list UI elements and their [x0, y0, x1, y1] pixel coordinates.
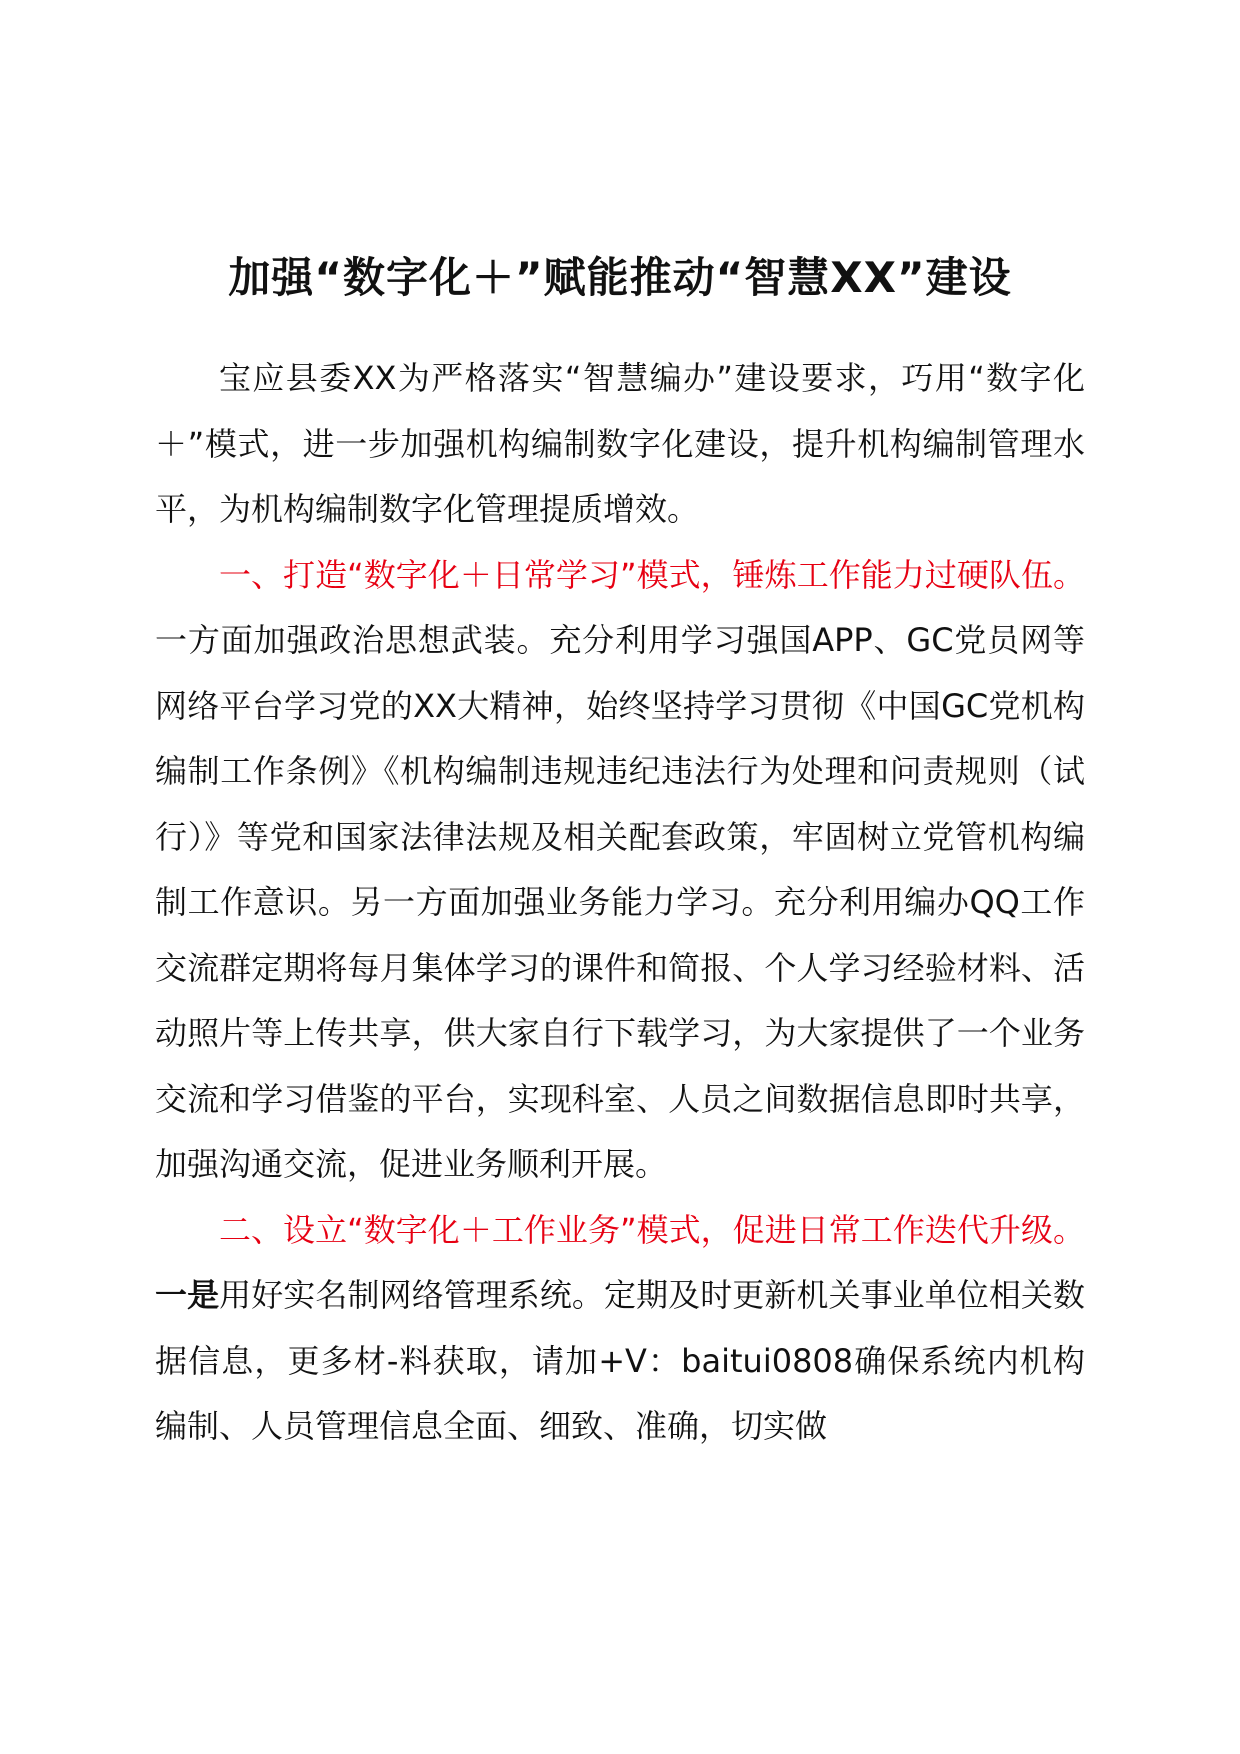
- section-2-lead: 一是: [155, 1276, 220, 1314]
- intro-paragraph: 宝应县委XX为严格落实“智慧编办”建设要求，巧用“数字化＋”模式，进一步加强机构编制数字化建设，提升机构编制管理水平，为机构编制数字化管理提质增效。: [155, 359, 1085, 528]
- section-1-heading: 一、打造“数字化＋日常学习”模式，锤炼工作能力过硬队伍。: [219, 555, 1085, 594]
- section-1-text: 一方面加强政治思想武装。充分利用学习强国APP、GC党员网等网络平台学习党的XX大精神，始终坚持学习贯彻《中国GC党机构编制工作条例》《机构编制违规违纪违法行为处理和问责规则（试行）》等党和国家法律法规及相关配套政策，牢固树立党管机构编制工作意识。另一方面加强业务能力学习。充分利用编办QQ工作交流群定期将每月集体学习的课件和简报、个人学习经验材料、活动照片等上传共享，供大家自行下载学习，为大家提供了一个业务交流和学习借鉴的平台，实现科室、人员之间数据信息即时共享，加强沟通交流，促进业务顺利开展。: [155, 621, 1085, 1183]
- section-2-paragraph: [155, 1198, 1085, 1460]
- section-2-heading: 二、设立“数字化＋工作业务”模式，促进日常工作迭代升级。: [219, 1210, 1085, 1249]
- document-title: 加强“数字化＋”赋能推动“智慧XX”建设: [228, 253, 1012, 302]
- section-2-text: 用好实名制网络管理系统。定期及时更新机关事业单位相关数据信息，更多材-料获取，请加+V：baitui0808确保系统内机构编制、人员管理信息全面、细致、准确，切实做: [155, 1276, 1085, 1445]
- section-1-paragraph: [155, 543, 1085, 1198]
- document-body: [155, 346, 1085, 1460]
